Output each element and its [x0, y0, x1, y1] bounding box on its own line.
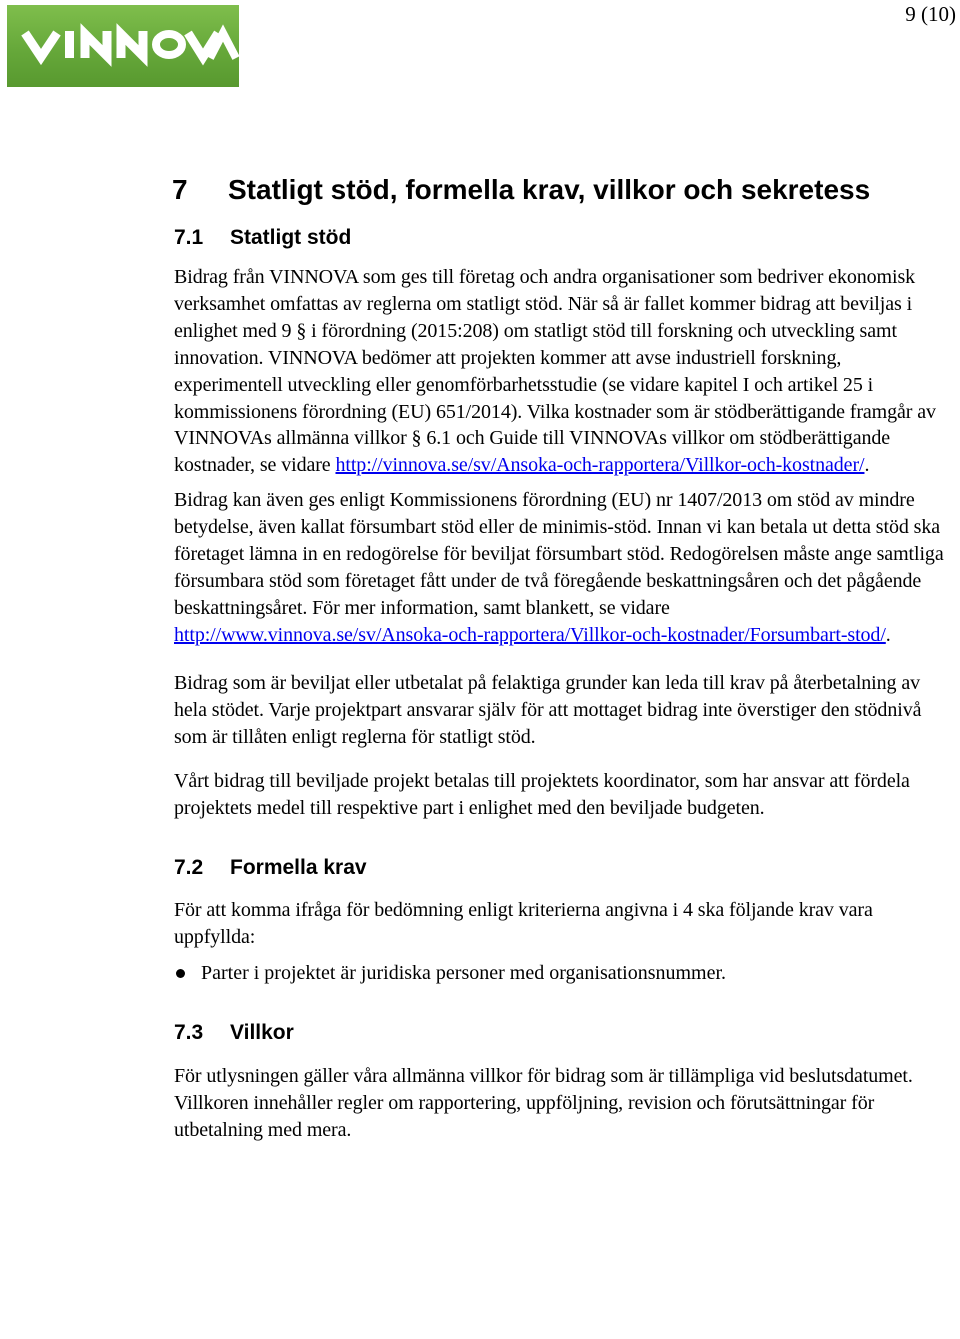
page-number: 9 (10)	[905, 2, 956, 26]
paragraph-villkor: För utlysningen gäller våra allmänna villkor för bidrag som är tillämpliga vid beslutsdatumet. Villkoren innehåller regler om rapportering, uppföljning, revision och förutsättningar för utbetalning med mera.	[174, 1064, 913, 1141]
section-heading-7-1	[174, 225, 944, 251]
paragraph-statligt-stod-4: Vårt bidrag till beviljade projekt betalas till projektets koordinator, som har ansvar att fördela projektets medel till respektive part i enlighet med den beviljade budgeten.	[174, 770, 910, 820]
vinnova-logo	[7, 5, 239, 87]
requirements-list	[174, 960, 944, 987]
paragraph-end: .	[885, 623, 891, 646]
paragraph-statligt-stod-3: Bidrag som är beviljat eller utbetalat på felaktiga grunder kan leda till krav på återbetalning av hela stödet. Varje projektpart ansvarar själv för att mottaget bidrag inte överstiger den stödnivå som är tillåten enligt reglerna för statligt stöd.	[174, 671, 922, 748]
paragraph-statligt-stod-1	[174, 264, 944, 479]
link-villkor-och-kostnader[interactable]: http://vinnova.se/sv/Ansoka-och-rapportera/Villkor-och-kostnader/	[335, 454, 865, 477]
section-number: 7.1	[174, 226, 204, 249]
paragraph-formella-krav: För att komma ifråga för bedömning enligt kriterierna angivna i 4 ska följande krav vara uppfyllda:	[174, 899, 873, 949]
paragraph-end: .	[864, 454, 870, 477]
paragraph-text: Bidrag från VINNOVA som ges till företag och andra organisationer som bedriver ekonomisk verksamhet omfattas av reglerna om statligt stöd. När så är fallet kommer bidrag att beviljas i enlighet med 9 § i förordning (2015:208) om statligt stöd till forskning och utveckling samt innovation. VINNOVA bedömer att projekten kommer att avse industriell forskning, experimentell utveckling eller genomförbarhetsstudie (se vidare kapitel I och artikel 25 i kommissionens förordning (EU) 651/2014). Vilka kostnader som är stödberättigande framgår av VINNOVAs allmänna villkor § 6.1 och Guide till VINNOVAs villkor om stödberättigande kostnader, se vidare	[174, 266, 936, 477]
chapter-title: Statligt stöd, formella krav, villkor och sekretess	[228, 174, 871, 205]
chapter-number: 7	[172, 174, 188, 205]
link-forsumbart-stod[interactable]: http://www.vinnova.se/sv/Ansoka-och-rapportera/Villkor-och-kostnader/Forsumbart-stod/	[174, 623, 886, 646]
list-item-text: Parter i projektet är juridiska personer med organisationsnummer.	[201, 962, 727, 985]
bullet-icon	[176, 969, 185, 978]
section-number: 7.3	[174, 1020, 204, 1044]
chapter-heading	[172, 172, 944, 208]
section-title: Villkor	[230, 1020, 294, 1044]
document-body	[174, 172, 944, 1144]
vinnova-logo-mark	[7, 5, 239, 87]
section-number: 7.2	[174, 856, 204, 880]
section-heading-7-3	[174, 1020, 944, 1046]
paragraph-text: Bidrag kan även ges enligt Kommissionens förordning (EU) nr 1407/2013 om stöd av mindre betydelse, även kallat försumbart stöd eller de minimis-stöd. Innan vi kan betala ut detta stöd ska företaget lämna in en redogörelse för beviljat försumbart stöd. Redogörelsen måste ange samtliga försumbara stöd som företaget fått under de två föregående beskattningsåren och det pågående beskattningsåret. För mer information, samt blankett, se vidare	[174, 489, 944, 619]
list-item	[174, 960, 944, 987]
section-heading-7-2	[174, 855, 944, 881]
section-title: Statligt stöd	[230, 226, 352, 249]
section-title: Formella krav	[230, 856, 367, 880]
paragraph-statligt-stod-2	[174, 487, 944, 648]
